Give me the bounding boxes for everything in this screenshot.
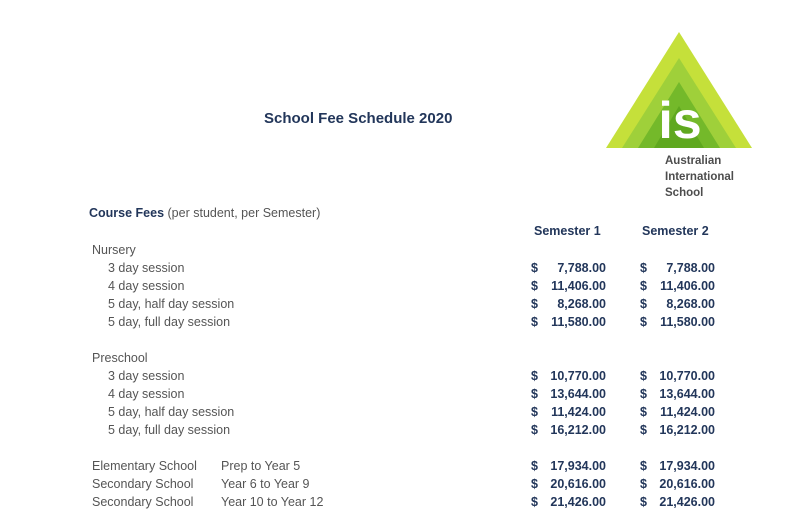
- semester-1-amount: $ 20,616.00: [531, 477, 606, 491]
- group-heading-row: [0, 241, 800, 259]
- row-label: 4 day session: [108, 387, 185, 401]
- table-row: [0, 313, 800, 331]
- table-row: [0, 421, 800, 439]
- table-row: [0, 277, 800, 295]
- course-fees-note: (per student, per Semester): [167, 206, 321, 220]
- table-row: [0, 367, 800, 385]
- column-header-semester-2: Semester 2: [642, 224, 709, 238]
- logo-wordmark: [665, 153, 734, 201]
- row-label: 5 day, half day session: [108, 405, 235, 419]
- semester-2-amount: $ 11,424.00: [640, 405, 715, 419]
- row-label: Elementary School: [92, 459, 197, 473]
- row-label: 5 day, full day session: [108, 423, 231, 437]
- logo-line: School: [665, 187, 704, 199]
- semester-1-amount: $ 8,268.00: [531, 297, 606, 311]
- logo-mark: is: [658, 92, 702, 150]
- table-row: [0, 259, 800, 277]
- semester-2-amount: $ 7,788.00: [640, 261, 715, 275]
- table-row: [0, 493, 800, 511]
- row-label: 4 day session: [108, 279, 185, 293]
- page-title: School Fee Schedule 2020: [264, 110, 453, 127]
- table-row: [0, 385, 800, 403]
- school-logo: [604, 30, 754, 150]
- course-fees-title: Course Fees: [89, 206, 165, 220]
- group-heading-row: [0, 349, 800, 367]
- table-row: [0, 457, 800, 475]
- semester-1-amount: $ 11,580.00: [531, 315, 606, 329]
- course-fees-heading: [89, 206, 320, 220]
- semester-2-amount: $ 11,406.00: [640, 279, 715, 293]
- table-row: [0, 475, 800, 493]
- group-heading-nursery: Nursery: [92, 243, 136, 257]
- semester-2-amount: $ 21,426.00: [640, 495, 715, 509]
- column-header-semester-1: Semester 1: [534, 224, 601, 238]
- row-label: 5 day, full day session: [108, 315, 231, 329]
- table-row: [0, 403, 800, 421]
- semester-2-amount: $ 20,616.00: [640, 477, 715, 491]
- row-label: Secondary School: [92, 477, 194, 491]
- year-range: Prep to Year 5: [221, 459, 301, 473]
- semester-1-amount: $ 21,426.00: [531, 495, 606, 509]
- row-label: 3 day session: [108, 369, 185, 383]
- row-label: 5 day, half day session: [108, 297, 235, 311]
- row-label: Secondary School: [92, 495, 194, 509]
- year-range: Year 10 to Year 12: [221, 495, 324, 509]
- semester-2-amount: $ 17,934.00: [640, 459, 715, 473]
- semester-2-amount: $ 10,770.00: [640, 369, 715, 383]
- semester-1-amount: $ 13,644.00: [531, 387, 606, 401]
- logo-line: Australian: [665, 155, 722, 167]
- table-row: [0, 295, 800, 313]
- semester-1-amount: $ 7,788.00: [531, 261, 606, 275]
- semester-2-amount: $ 16,212.00: [640, 423, 715, 437]
- semester-2-amount: $ 11,580.00: [640, 315, 715, 329]
- semester-1-amount: $ 11,424.00: [531, 405, 606, 419]
- row-label: 3 day session: [108, 261, 185, 275]
- semester-1-amount: $ 16,212.00: [531, 423, 606, 437]
- year-range: Year 6 to Year 9: [221, 477, 310, 491]
- group-heading-preschool: Preschool: [92, 351, 148, 365]
- semester-2-amount: $ 8,268.00: [640, 297, 715, 311]
- semester-2-amount: $ 13,644.00: [640, 387, 715, 401]
- semester-1-amount: $ 17,934.00: [531, 459, 606, 473]
- semester-1-amount: $ 10,770.00: [531, 369, 606, 383]
- semester-1-amount: $ 11,406.00: [531, 279, 606, 293]
- logo-line: International: [665, 171, 735, 183]
